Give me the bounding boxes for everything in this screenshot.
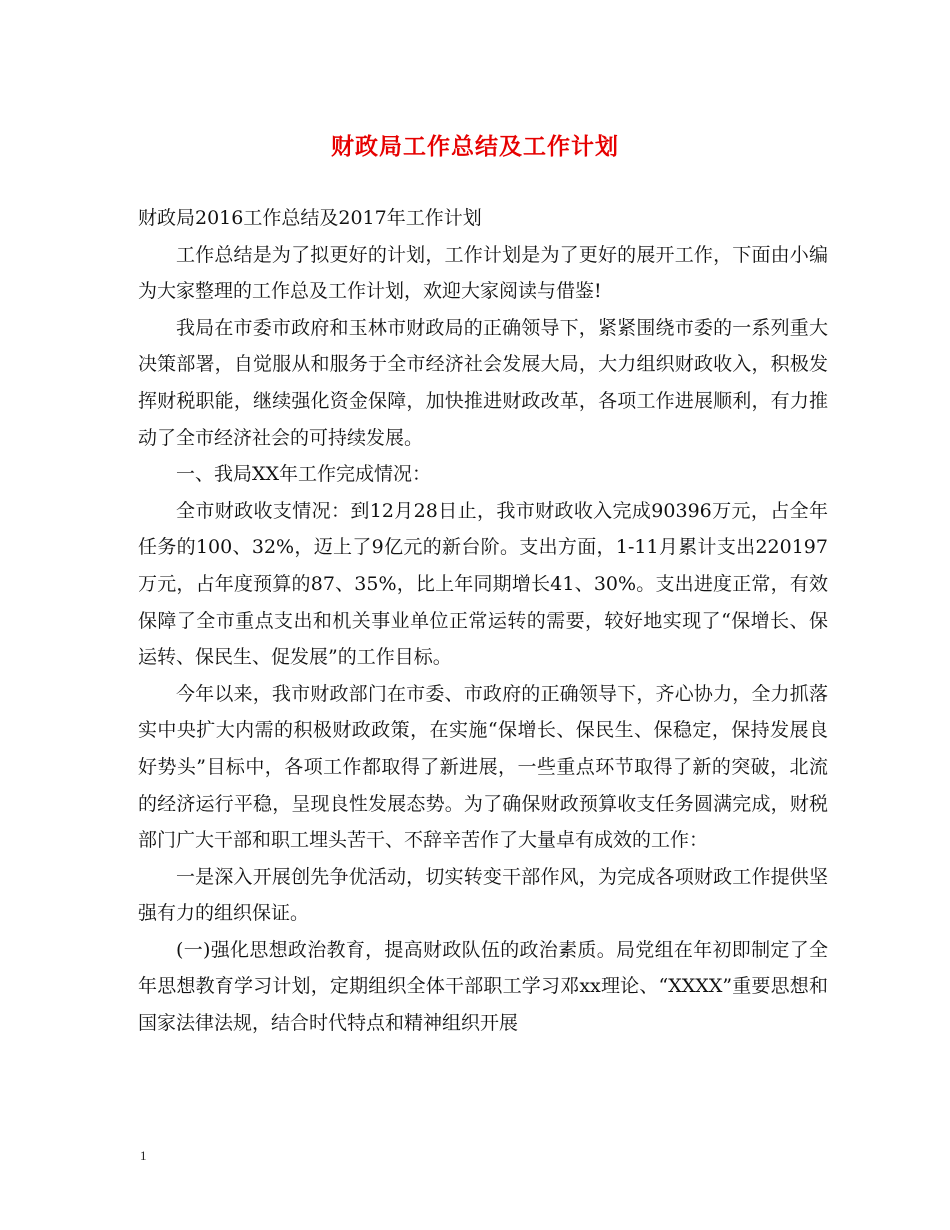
paragraph-sub-point-one: (一)强化思想政治教育，提高财政队伍的政治素质。局党组在年初即制定了全年思想教育学习计划，定期组织全体干部职工学习邓xx理论、“XXXX”重要思想和国家法律法规，结合时代特点和精神组织开展 (138, 938, 828, 1035)
paragraph-fiscal-stats: 全市财政收支情况：到12月28日止，我市财政收入完成90396万元，占全年任务的100、32%，迈上了9亿元的新台阶。支出方面，1-11月累计支出220197万元，占年度预算的87、35%，比上年同期增长41、30%。支出进度正常，有效保障了全市重点支出和机关事业单位正常运转的需要，较好地实现了“保增长、保运转、保民生、促发展”的工作目标。 (138, 499, 828, 669)
document-subtitle: 财政局2016工作总结及2017年工作计划 (138, 207, 482, 229)
document-title: 财政局工作总结及工作计划 (331, 133, 619, 160)
section-heading-1: 一、我局XX年工作完成情况： (176, 463, 432, 486)
paragraph-overview: 我局在市委市政府和玉林市财政局的正确领导下，紧紧围绕市委的一系列重大决策部署，自觉服从和服务于全市经济社会发展大局，大力组织财政收入，积极发挥财税职能，继续强化资金保障，加快推进财政改革，各项工作进展顺利，有力推动了全市经济社会的可持续发展。 (138, 316, 828, 449)
document-body (138, 200, 828, 1042)
paragraph-progress: 今年以来，我市财政部门在市委、市政府的正确领导下，齐心协力，全力抓落实中央扩大内需的积极财政政策，在实施“保增长、保民生、保稳定，保持发展良好势头”目标中，各项工作都取得了新进展，一些重点环节取得了新的突破，北流的经济运行平稳，呈现良性发展态势。为了确保财政预算收支任务圆满完成，财税部门广大干部和职工埋头苦干、不辞辛苦作了大量卓有成效的工作： (138, 682, 828, 852)
paragraph-point-one: 一是深入开展创先争优活动，切实转变干部作风，为完成各项财政工作提供坚强有力的组织保证。 (138, 865, 828, 925)
paragraph-intro: 工作总结是为了拟更好的计划，工作计划是为了更好的展开工作，下面由小编为大家整理的工作总及工作计划，欢迎大家阅读与借鉴! (138, 243, 828, 303)
page-number: 1 (140, 1148, 147, 1163)
